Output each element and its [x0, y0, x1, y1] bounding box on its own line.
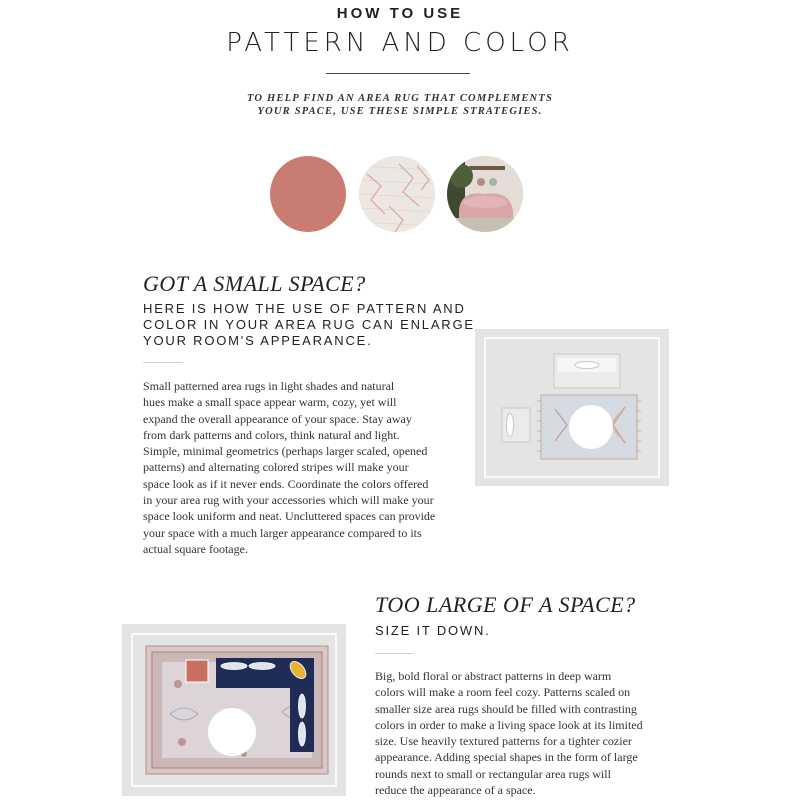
intro-line: TO HELP FIND AN AREA RUG THAT COMPLEMENTS	[246, 93, 553, 104]
body-line: Small patterned area rugs in light shades and natural	[143, 379, 395, 393]
body-line: Simple, minimal geometrics (perhaps larger scaled, opened	[143, 444, 428, 459]
section-heading-large-space: TOO LARGE OF A SPACE?	[375, 592, 636, 617]
body-line: Big, bold floral or abstract patterns in deep warm	[375, 669, 612, 683]
intro-line: YOUR SPACE, USE THESE SIMPLE STRATEGIES.	[257, 106, 543, 117]
section-subheading-small-space	[143, 301, 475, 349]
body-line: space look as if it never ends. Coordinate the colors offered	[143, 476, 429, 491]
body-line: smaller size area rugs should be filled with contrasting	[375, 701, 637, 716]
body-line: colors in order to make a living space look at its limited	[375, 717, 643, 732]
body-line: actual square footage.	[143, 541, 248, 556]
header-kicker: HOW TO USE	[336, 5, 464, 22]
body-line: size. Use heavily textured patterns for a tighter cozier	[375, 734, 632, 749]
swatch-solid-color	[270, 156, 346, 232]
section-body-large-space	[375, 668, 643, 798]
body-line: from dark patterns and colors, think natural and light.	[143, 427, 400, 442]
section-subheading-large-space: SIZE IT DOWN.	[375, 623, 491, 638]
body-line: your space with a much larger appearance compared to its	[143, 525, 422, 540]
body-line: reduce the appearance of a space.	[375, 783, 536, 798]
title-divider	[326, 73, 470, 74]
floor-plan-large-room	[122, 624, 346, 796]
body-line: rounds next to small or rectangular area rugs will	[375, 766, 611, 781]
intro-text	[0, 92, 800, 118]
swatch-room-photo	[447, 156, 523, 232]
section-divider	[375, 653, 413, 654]
floor-plan-small-room	[475, 329, 669, 486]
body-line: colors will make a room feel cozy. Patterns scaled on	[375, 685, 631, 700]
section-divider	[143, 362, 183, 363]
section-body-small-space	[143, 378, 435, 557]
body-line: in your area rug with your accessories which will make your	[143, 493, 434, 508]
swatch-rug-pattern	[359, 156, 435, 232]
subheading-line: HERE IS HOW THE USE OF PATTERN AND	[143, 301, 466, 316]
section-heading-small-space: GOT A SMALL SPACE?	[143, 271, 366, 296]
page-title: PATTERN AND COLOR	[226, 28, 574, 58]
body-line: expand the overall appearance of your space. Stay away	[143, 411, 412, 426]
body-line: appearance. Adding special shapes in the form of large	[375, 750, 638, 765]
body-line: space look uniform and neat. Uncluttered spaces can provide	[143, 509, 436, 524]
body-line: patterns) and alternating colored stripes will make your	[143, 460, 409, 475]
body-line: hues make a small space appear warm, cozy, yet will	[143, 395, 397, 410]
subheading-line: YOUR ROOM'S APPEARANCE.	[143, 333, 373, 348]
subheading-line: COLOR IN YOUR AREA RUG CAN ENLARGE	[143, 317, 475, 332]
